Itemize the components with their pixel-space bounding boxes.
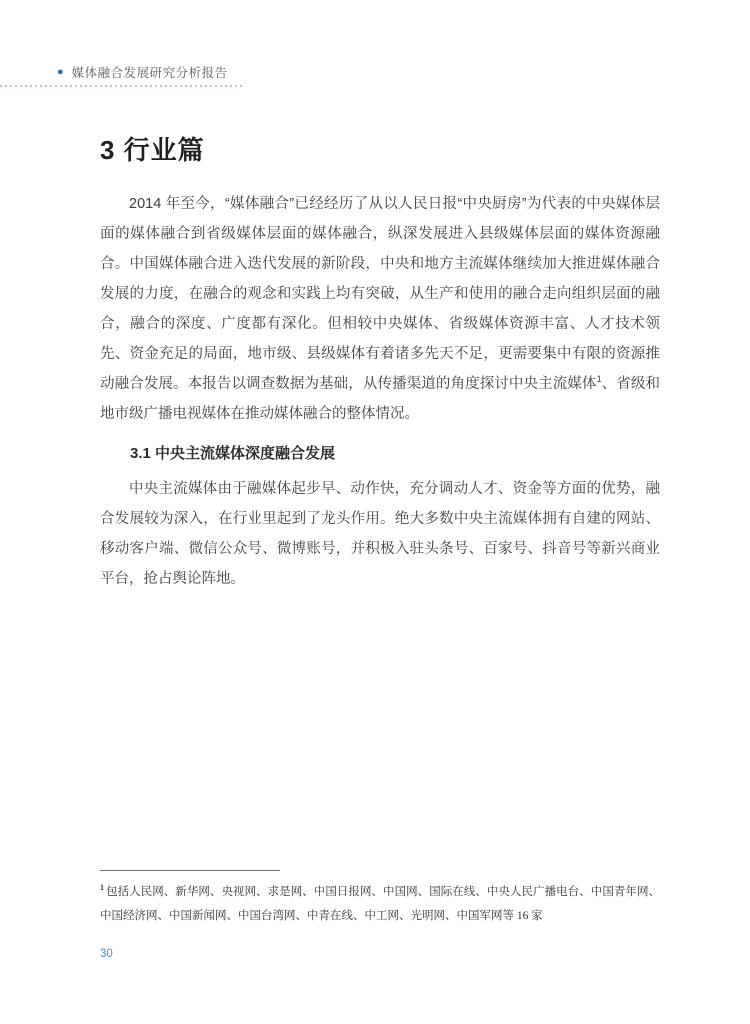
page-number: 30 <box>100 948 113 960</box>
footnote-marker: 1 <box>100 883 104 893</box>
footnote-body: 包括人民网、新华网、央视网、求是网、中国日报网、中国网、国际在线、中央人民广播电台、中国青年网、中国经济网、中国新闻网、中国台湾网、中青在线、中工网、光明网、中国军网等 16 家 <box>100 886 660 922</box>
footnote-separator <box>100 870 280 871</box>
bullet-icon: ● <box>57 65 64 78</box>
report-title: 媒体融合发展研究分析报告 <box>71 66 228 80</box>
footnote-reference: 1 <box>596 374 602 385</box>
paragraph-1-text-after-ref: 、省级和地市级广播电视媒体在推动媒体融合的整体情况。 <box>100 376 660 422</box>
header-dotted-rule <box>0 85 243 87</box>
chapter-title: 3 行业篇 <box>100 135 205 165</box>
content-area <box>100 189 660 594</box>
footnote-text <box>100 880 660 928</box>
footnote-area <box>100 870 660 928</box>
subsection-title: 3.1 中央主流媒体深度融合发展 <box>130 445 336 462</box>
paragraph-1-text: 2014 年至今，“媒体融合”已经经历了从以人民日报“中央厨房”为代表的中央媒体层面的媒体融合到省级媒体层面的媒体融合，纵深发展进入县级媒体层面的媒体资源融合。中国媒体融合进入迭代发展的新阶段，中央和地方主流媒体继续加大推进媒体融合发展的力度，在融合的观念和实践上均有突破，从生产和使用的融合走向组织层面的融合，融合的深度、广度都有深化。但相较中央媒体、省级媒体资源丰富、人才技术领先、资金充足的局面，地市级、县级媒体有着诸多先天不足，更需要集中有限的资源推动融合发展。本报告以调查数据为基础，从传播渠道的角度探讨中央主流媒体 <box>100 196 660 392</box>
paragraph-2: 中央主流媒体由于融媒体起步早、动作快，充分调动人才、资金等方面的优势，融合发展较为深入，在行业里起到了龙头作用。绝大多数中央主流媒体拥有自建的网站、移动客户端、微信公众号、微博账号，并积极入驻头条号、百家号、抖音号等新兴商业平台，抢占舆论阵地。 <box>100 481 660 587</box>
paragraph-1 <box>100 189 660 429</box>
page-header <box>57 63 228 81</box>
